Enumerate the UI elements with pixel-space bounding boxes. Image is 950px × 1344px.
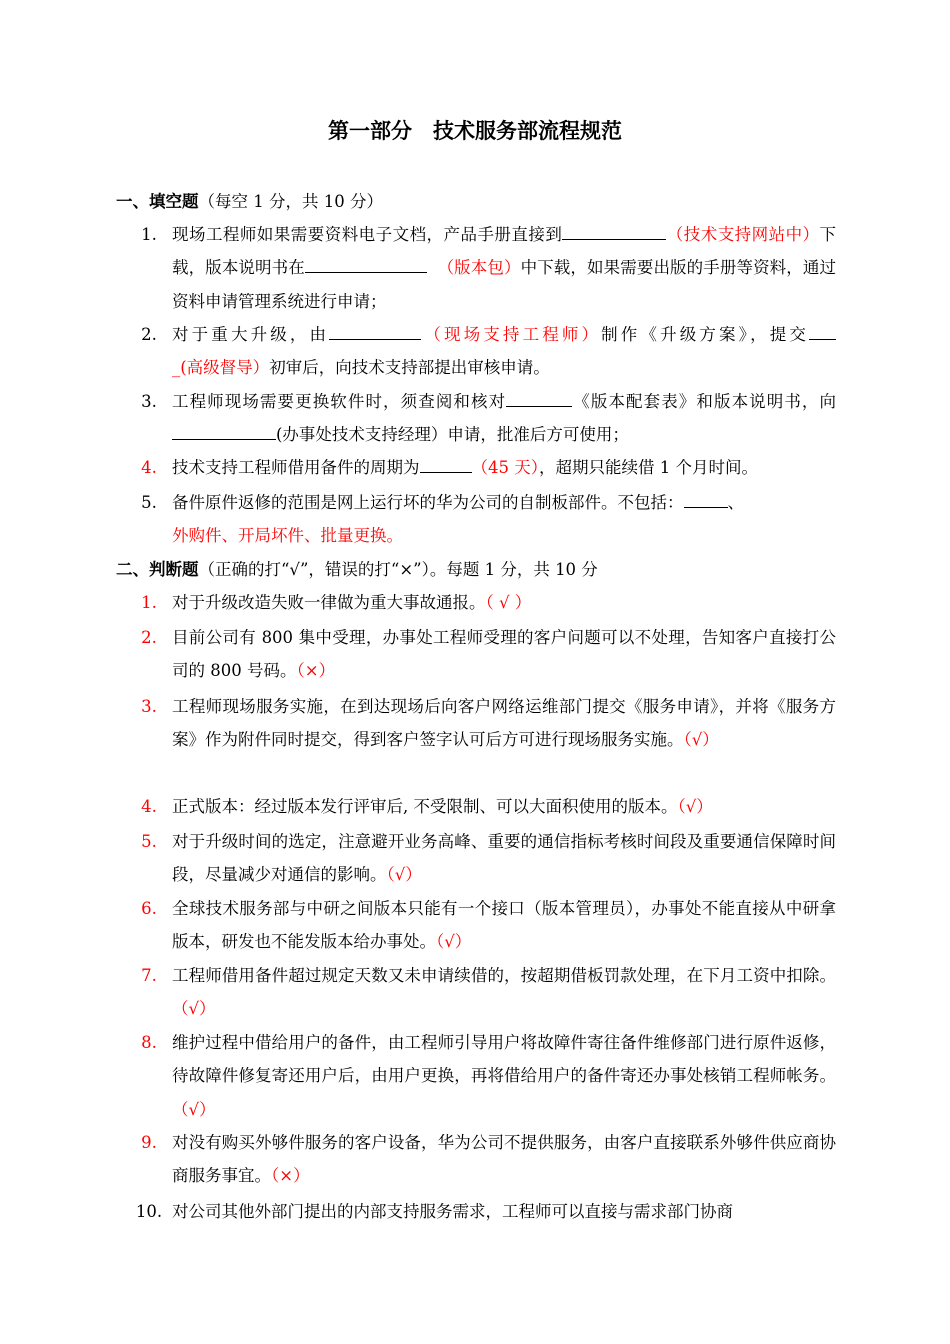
answer-blank — [420, 453, 472, 473]
answer-text: （版本包） — [437, 258, 521, 278]
answer-blank — [809, 320, 836, 340]
section-heading: 一、填空题 — [116, 192, 199, 211]
question-number: 2. — [141, 325, 157, 344]
answer-text: （现场支持工程师） — [421, 325, 602, 344]
question-number: 10. — [135, 1202, 163, 1221]
answer-text: _(高级督导） — [172, 358, 270, 378]
text-segment: 初审后，向技术支持部提出审核申请。 — [269, 358, 550, 378]
text-segment: 现场工程师如果需要资料电子文档，产品手册直接到 — [172, 225, 563, 244]
question-text — [172, 690, 836, 757]
answer-mark: （√） — [172, 1099, 216, 1119]
question-number: 6. — [141, 899, 157, 918]
answer-mark: （×） — [296, 661, 336, 681]
question-number: 3. — [141, 392, 157, 411]
section-note: （每空 1 分，共 10 分） — [198, 192, 383, 211]
statement-text: 维护过程中借给用户的备件，由工程师引导用户将故障件寄往备件维修部门进行原件返修，待故障件修复寄还用户后，由用户更换，再将借给用户的备件寄还办事处核销工程师帐务。 — [172, 1033, 836, 1086]
statement-text: 工程师现场服务实施，在到达现场后向客户网络运维部门提交《服务申请》，并将《服务方案》作为附件同时提交，得到客户签字认可后方可进行现场服务实施。 — [172, 697, 836, 750]
statement-text: 对没有购买外够件服务的客户设备，华为公司不提供服务，由客户直接联系外够件供应商协商服务事宜。 — [172, 1133, 836, 1186]
question-text — [172, 621, 836, 688]
answer-blank — [305, 253, 427, 273]
statement-text: 正式版本：经过版本发行评审后, 不受限制、可以大面积使用的版本。 — [172, 797, 678, 816]
statement-text: 目前公司有 800 集中受理，办事处工程师受理的客户问题可以不处理，告知客户直接打公司的 800 号码。 — [172, 628, 836, 681]
section-fill-heading — [116, 190, 383, 214]
question-number: 9. — [141, 1133, 157, 1152]
page-title: 第一部分 技术服务部流程规范 — [328, 119, 622, 143]
text-segment: 技术支持工程师借用备件的周期为 — [172, 458, 420, 477]
text-segment: 中下载，如果需要出版的手册等资料，通过资料申请管理系统进行申请； — [172, 258, 837, 311]
text-segment: 《版本配套表》和版本说明书，向 — [572, 392, 837, 411]
statement-text: 对公司其他外部门提出的内部支持服务需求，工程师可以直接与需求部门协商 — [172, 1202, 733, 1221]
statement-text: 对于升级改造失败一律做为重大事故通报。 — [172, 593, 486, 612]
answer-blank — [506, 387, 572, 407]
answer-mark: （ √ ） — [485, 593, 532, 612]
statement-text: 全球技术服务部与中研之间版本只能有一个接口（版本管理员），办事处不能直接从中研拿版本，研发也不能发版本给办事处。 — [172, 899, 836, 952]
text-segment: 制作《升级方案》，提交 — [601, 325, 810, 344]
answer-blank — [684, 488, 728, 508]
question-number: 7. — [141, 966, 157, 985]
text-segment: 工程师现场需要更换软件时，须查阅和核对 — [172, 392, 507, 411]
statement-text: 对于升级时间的选定，注意避开业务高峰、重要的通信指标考核时间段及重要通信保障时间段，尽量减少对通信的影响。 — [172, 832, 836, 885]
text-segment: 、 — [727, 493, 744, 512]
answer-mark: （√） — [436, 932, 472, 952]
answer-text: 外购件、开局坏件、批量更换。 — [172, 526, 403, 546]
text-segment: (办事处技术支持经理）申请，批准后方可使用； — [276, 425, 629, 445]
question-number: 8. — [141, 1033, 157, 1052]
question-text — [172, 486, 836, 553]
statement-text: 工程师借用备件超过规定天数又未申请续借的，按超期借板罚款处理，在下月工资中扣除。 — [172, 966, 836, 985]
answer-mark: （×） — [271, 1166, 310, 1186]
answer-text: （45 天） — [471, 458, 539, 477]
question-number: 4. — [141, 797, 157, 816]
text-segment: 对于重大升级，由 — [172, 325, 330, 344]
text-segment: 备件原件返修的范围是网上运行坏的华为公司的自制板部件。不包括： — [172, 493, 684, 512]
text-segment: ，超期只能续借 1 个月时间。 — [539, 458, 758, 477]
text-segment: 下载，版本说明书在 — [172, 225, 837, 278]
question-text — [172, 1195, 836, 1228]
answer-blank — [172, 420, 276, 440]
answer-mark: （√） — [386, 865, 422, 885]
section-judge-heading — [116, 558, 598, 582]
question-number: 4. — [141, 458, 157, 477]
question-text — [172, 218, 836, 318]
question-number: 3. — [141, 697, 157, 716]
question-number: 5. — [141, 493, 157, 512]
answer-blank — [562, 220, 666, 240]
answer-blank — [329, 320, 421, 340]
question-text — [172, 451, 852, 484]
question-number: 1. — [141, 593, 157, 612]
answer-text: （技术支持网站中） — [666, 225, 820, 244]
question-text — [172, 790, 836, 823]
question-text — [172, 892, 836, 959]
answer-mark: （√） — [172, 999, 216, 1019]
section-note: （正确的打“√”，错误的打“×”）。每题 1 分，共 10 分 — [198, 560, 598, 579]
question-number: 2. — [141, 628, 157, 647]
question-number: 1. — [141, 225, 157, 244]
answer-mark: （√） — [677, 797, 713, 816]
question-number: 5. — [141, 832, 157, 851]
question-text — [172, 825, 836, 892]
question-text — [172, 1026, 836, 1126]
question-text — [172, 318, 836, 385]
question-text — [172, 385, 836, 452]
answer-mark: （√） — [683, 730, 719, 750]
question-text — [172, 1126, 836, 1193]
question-text — [172, 586, 836, 619]
question-text — [172, 959, 836, 1026]
section-heading: 二、判断题 — [116, 560, 199, 579]
